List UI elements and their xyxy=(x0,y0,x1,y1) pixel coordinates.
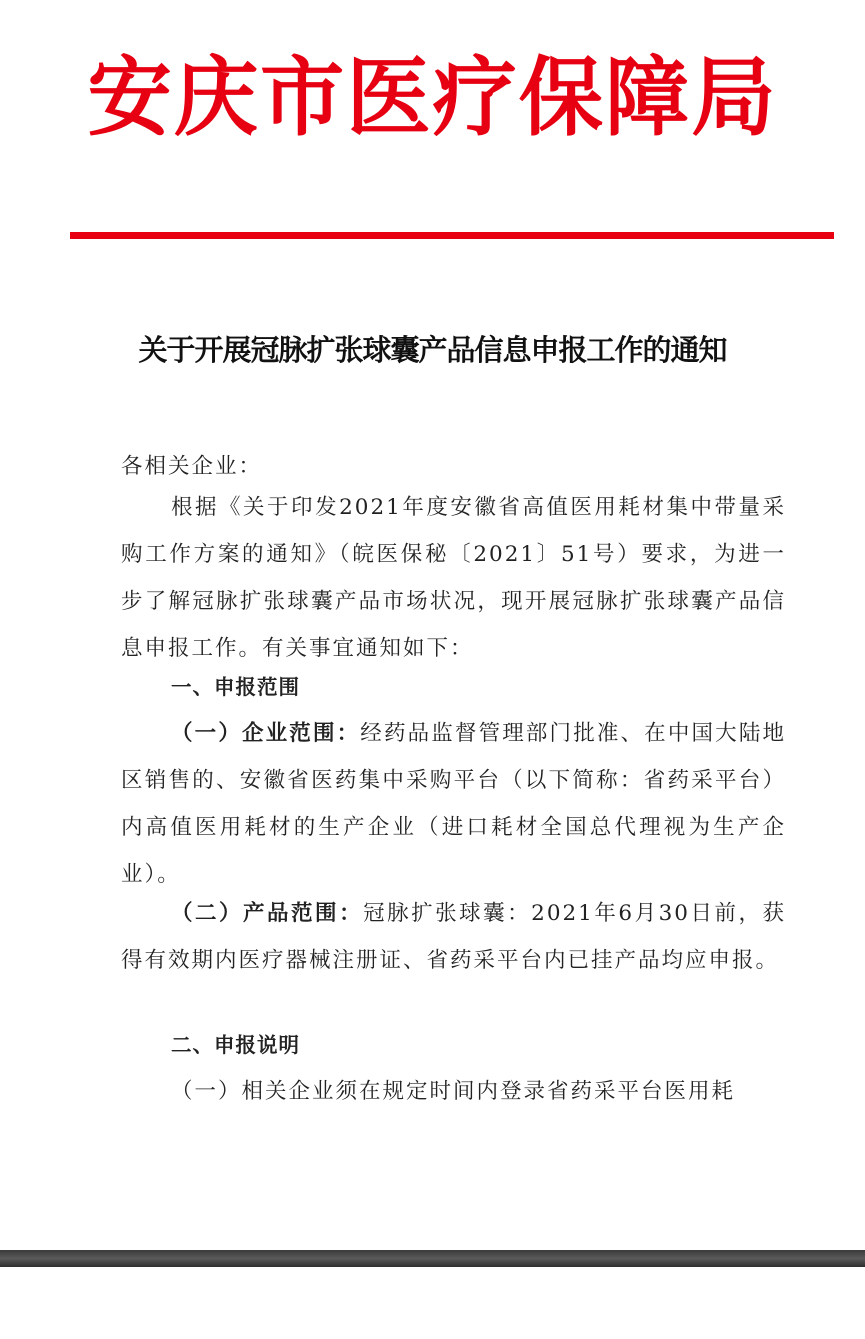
next-page-area xyxy=(0,1267,865,1339)
section-heading-scope: 一、申报范围 xyxy=(171,675,300,699)
paragraph-intro: 根据《关于印发2021年度安徽省高值医用耗材集中带量采购工作方案的通知》（皖医保秘〔2021〕51号）要求，为进一步了解冠脉扩张球囊产品市场状况，现开展冠脉扩张球囊产品信息申报工作。有关事宜通知如下： xyxy=(121,495,786,661)
page-separator-bar xyxy=(0,1250,865,1267)
document-title: 关于开展冠脉扩张球囊产品信息申报工作的通知 xyxy=(138,333,727,367)
enterprise-scope-text: 经药品监督管理部门批准、在中国大陆地区销售的、安徽省医药集中采购平台（以下简称：省药采平台）内高值医用耗材的生产企业（进口耗材全国总代理视为生产企业）。 xyxy=(121,721,786,887)
product-scope-lead: （二）产品范围： xyxy=(171,901,364,926)
masthead-org-name: 安庆市医疗保障局 xyxy=(87,47,778,148)
paragraph-instructions-item1: （一）相关企业须在规定时间内登录省药采平台医用耗 xyxy=(171,1079,736,1104)
paragraph-enterprise-scope xyxy=(121,710,786,898)
product-scope-text: 冠脉扩张球囊：2021年6月30日前，获得有效期内医疗器械注册证、省药采平台内已挂产品均应申报。 xyxy=(121,901,786,973)
paragraph-product-scope xyxy=(121,890,786,984)
section-heading-instructions: 二、申报说明 xyxy=(171,1033,300,1057)
enterprise-scope-lead: （一）企业范围： xyxy=(171,721,361,746)
salutation: 各相关企业： xyxy=(121,454,263,479)
red-divider-rule xyxy=(70,232,834,239)
